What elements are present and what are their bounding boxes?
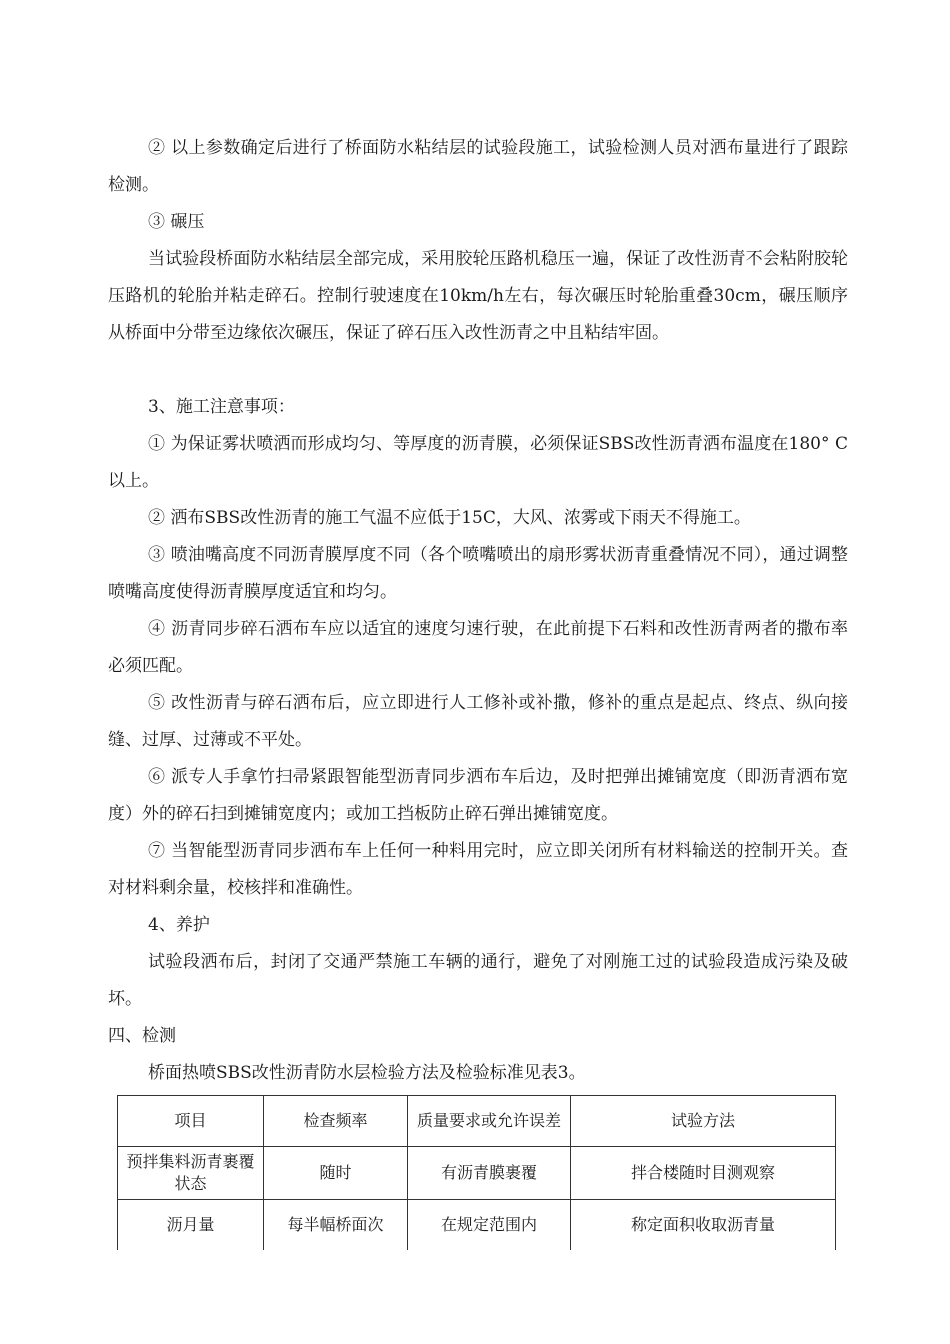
paragraph-note-7: ⑦ 当智能型沥青同步洒布车上任何一种料用完时，应立即关闭所有材料输送的控制开关。查对材料剩余量，校核拌和准确性。 [108,841,848,898]
paragraph-note-1: ① 为保证雾状喷洒而形成均匀、等厚度的沥青膜，必须保证SBS改性沥青洒布温度在180° C以上。 [108,434,848,491]
table-cell: 每半幅桥面次 [264,1200,408,1251]
paragraph-inspection-intro: 桥面热喷SBS改性沥青防水层检验方法及检验标准见表3。 [148,1063,586,1083]
paragraph-note-5: ⑤ 改性沥青与碎石洒布后，应立即进行人工修补或补撒，修补的重点是起点、终点、纵向接缝、过厚、过薄或不平处。 [108,693,848,750]
heading-curing: 4、养护 [148,915,210,935]
table-cell: 有沥青膜裹覆 [408,1147,571,1200]
table-row [118,1200,836,1251]
table-cell: 沥月量 [118,1200,264,1251]
inspection-table [117,1095,836,1250]
heading-construction-notes: 3、施工注意事项： [148,397,295,417]
table-cell: 预拌集料沥青裹覆状态 [118,1147,264,1200]
heading-rolling: ③ 碾压 [148,212,205,232]
table-header-cell: 质量要求或允许误差 [408,1096,571,1147]
table-cell: 拌合楼随时目测观察 [571,1147,836,1200]
paragraph-note-2: ② 洒布SBS改性沥青的施工气温不应低于15C，大风、浓雾或下雨天不得施工。 [148,508,751,528]
table-cell: 称定面积收取沥青量 [571,1200,836,1251]
paragraph-note-4: ④ 沥青同步碎石洒布车应以适宜的速度匀速行驶，在此前提下石料和改性沥青两者的撒布率必须匹配。 [108,619,848,676]
paragraph-note-3: ③ 喷油嘴高度不同沥青膜厚度不同（各个喷嘴喷出的扇形雾状沥青重叠情况不同），通过调整喷嘴高度使得沥青膜厚度适宜和均匀。 [108,545,848,602]
table-cell: 在规定范围内 [408,1200,571,1251]
paragraph-note-6: ⑥ 派专人手拿竹扫帚紧跟智能型沥青同步洒布车后边，及时把弹出摊铺宽度（即沥青洒布宽度）外的碎石扫到摊铺宽度内；或加工挡板防止碎石弹出摊铺宽度。 [108,767,848,824]
table-header-row [118,1096,836,1147]
paragraph-param-test: ② 以上参数确定后进行了桥面防水粘结层的试验段施工，试验检测人员对洒布量进行了跟踪检测。 [108,138,848,195]
table-header-cell: 试验方法 [571,1096,836,1147]
heading-inspection: 四、检测 [108,1026,176,1046]
table-header-cell: 项目 [118,1096,264,1147]
table-header-cell: 检查频率 [264,1096,408,1147]
paragraph-rolling: 当试验段桥面防水粘结层全部完成，采用胶轮压路机稳压一遍，保证了改性沥青不会粘附胶轮压路机的轮胎并粘走碎石。控制行驶速度在10km/h左右，每次碾压时轮胎重叠30cm，碾压顺序从桥面中分带至边缘依次碾压，保证了碎石压入改性沥青之中且粘结牢固。 [108,249,848,343]
paragraph-curing: 试验段洒布后，封闭了交通严禁施工车辆的通行，避免了对刚施工过的试验段造成污染及破坏。 [108,952,848,1009]
table-cell: 随时 [264,1147,408,1200]
table-row [118,1147,836,1200]
